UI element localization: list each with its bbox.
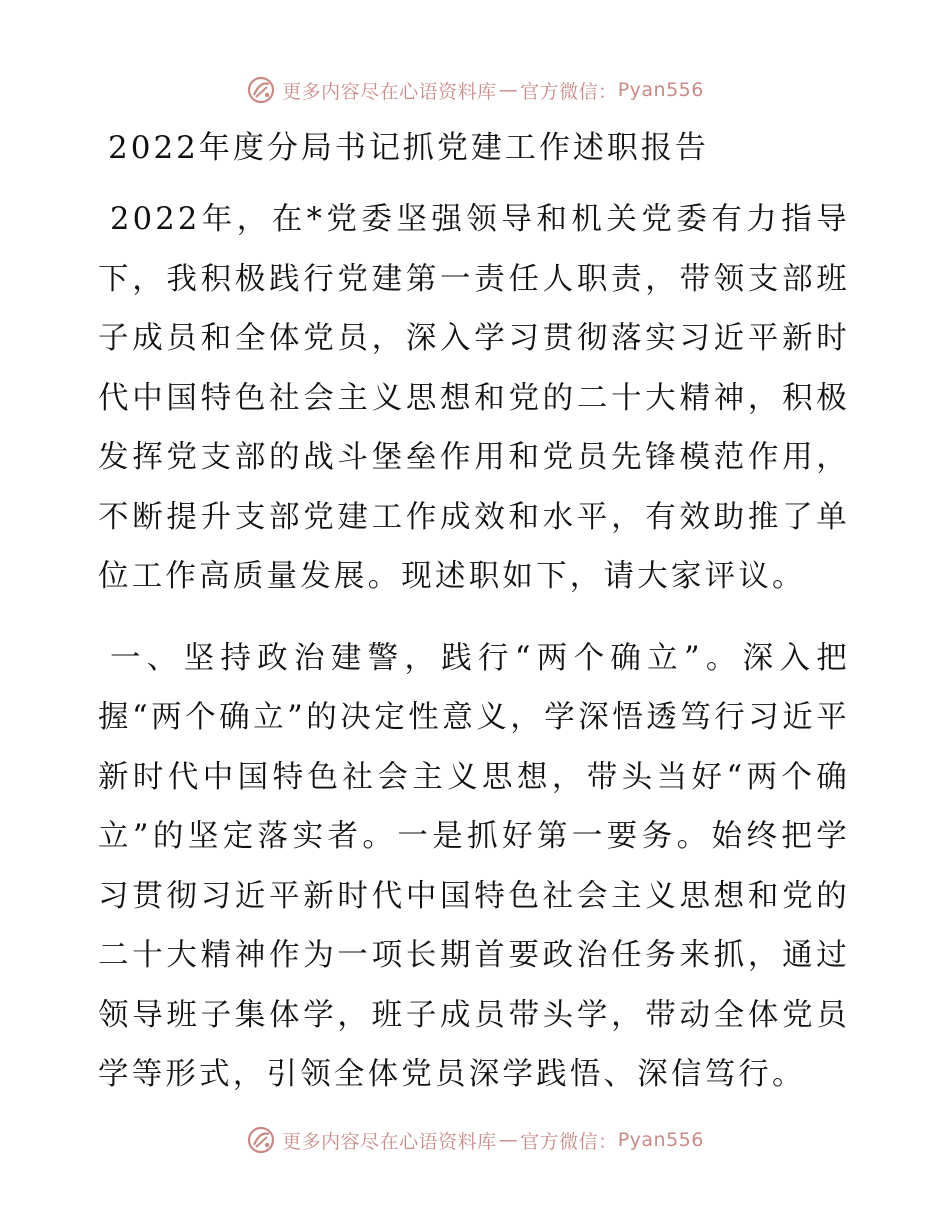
watermark-footer [0,1120,950,1160]
watermark-separator: — [498,1129,519,1151]
watermark-wechat-id: Pyan556 [617,79,704,101]
logo-icon [246,1125,276,1155]
logo-icon [246,75,276,105]
watermark-header [0,70,950,110]
paragraph-intro: 2022年，在*党委坚强领导和机关党委有力指导下，我积极践行党建第一责任人职责，带领支部班子成员和全体党员，深入学习贯彻落实习近平新时代中国特色社会主义思想和党的二十大精神，积极发挥党支部的战斗堡垒作用和党员先锋模范作用，不断提升支部党建工作成效和水平，有效助推了单位工作高质量发展。现述职如下，请大家评议。 [98,202,850,594]
watermark-wechat-label: 官方微信： [520,80,618,103]
paragraph-section-one: 一、坚持政治建警，践行“两个确立”。深入把握“两个确立”的决定性意义，学深悟透笃行习近平新时代中国特色社会主义思想，带头当好“两个确立”的坚定落实者。一是抓好第一要务。始终把学习贯彻习近平新时代中国特色社会主义思想和党的二十大精神作为一项长期首要政治任务来抓，通过领导班子集体学，班子成员带头学，带动全体党员学等形式，引领全体党员深学践悟、深信笃行。 [98,640,850,1092]
document-body [98,190,850,1105]
watermark-text: 更多内容尽在心语资料库 [282,80,497,103]
watermark-text: 更多内容尽在心语资料库 [282,1130,497,1153]
watermark-wechat-label: 官方微信： [520,1130,618,1153]
document-title: 2022年度分局书记抓党建工作述职报告 [108,130,709,166]
watermark-wechat-id: Pyan556 [617,1129,704,1151]
watermark-separator: — [498,79,519,101]
